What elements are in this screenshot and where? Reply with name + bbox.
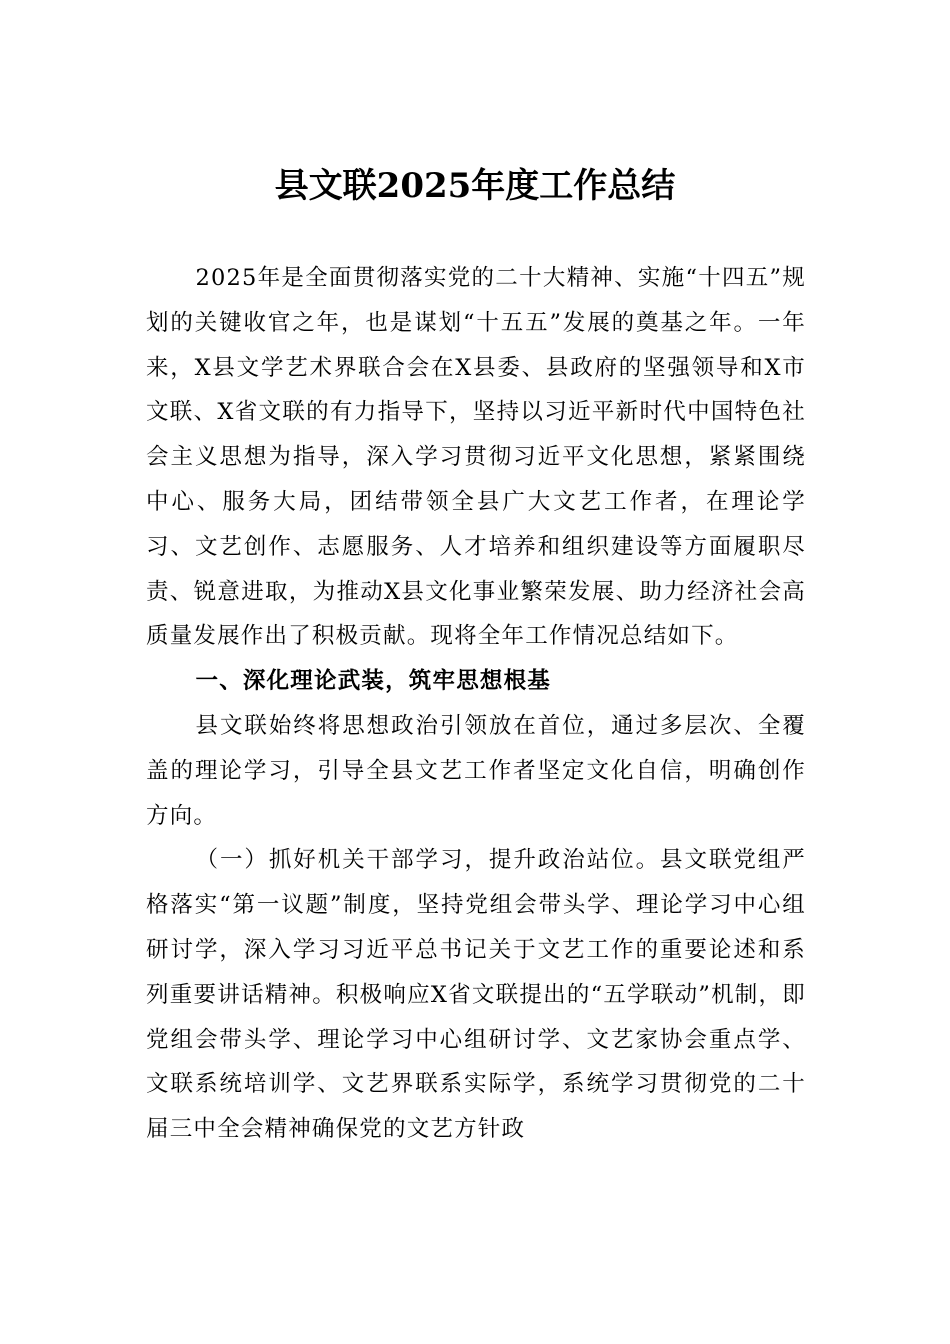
section-heading: 一、深化理论武装，筑牢思想根基 [195, 668, 552, 695]
subsection-heading: （一）抓好机关干部学习，提升政治站位。 [195, 847, 661, 874]
subsection-text: 县文联党组严格落实“第一议题”制度，坚持党组会带头学、理论学习中心组研讨学，深入学习习近平总书记关于文艺工作的重要论述和系列重要讲话精神。积极响应X省文联提出的“五学联动”机制，即党组会带头学、理论学习中心组研讨学、文艺家协会重点学、文联系统培训学、文艺界联系实际学，系统学习贯彻党的二十届三中全会精神确保党的文艺方针政 [146, 847, 806, 1143]
intro-paragraph: 2025年是全面贯彻落实党的二十大精神、实施“十四五”规划的关键收官之年，也是谋划“十五五”发展的奠基之年。一年来，X县文学艺术界联合会在X县委、县政府的坚强领导和X市文联、X省文联的有力指导下，坚持以习近平新时代中国特色社会主义思想为指导，深入学习贯彻习近平文化思想，紧紧围绕中心、服务大局，团结带领全县广大文艺工作者，在理论学习、文艺创作、志愿服务、人才培养和组织建设等方面履职尽责、锐意进取，为推动X县文化事业繁荣发展、助力经济社会高质量发展作出了积极贡献。现将全年工作情况总结如下。 [146, 265, 806, 650]
document-body [146, 256, 806, 1152]
section-paragraph: 县文联始终将思想政治引领放在首位，通过多层次、全覆盖的理论学习，引导全县文艺工作者坚定文化自信，明确创作方向。 [146, 712, 806, 829]
page-title: 县文联2025年度工作总结 [274, 166, 676, 206]
subsection-paragraph [146, 838, 806, 1152]
